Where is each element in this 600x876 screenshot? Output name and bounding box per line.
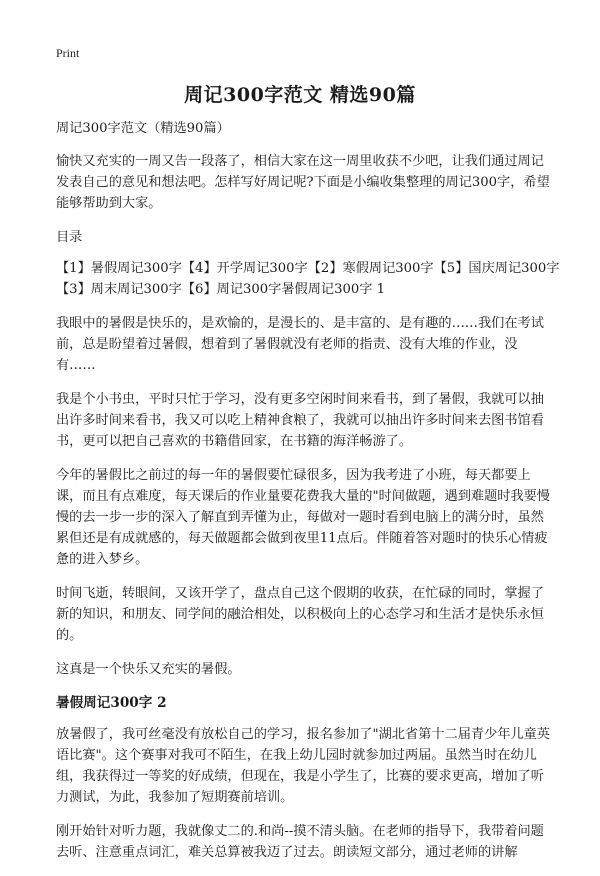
toc-line-1[interactable]: 【1】暑假周记300字【4】开学周记300字【2】寒假周记300字【5】国庆周记300字	[56, 261, 560, 276]
intro-paragraph: 愉快又充实的一周又告一段落了，相信大家在这一周里收获不少吧，让我们通过周记发表自己的意见和想法吧。怎样写好周记呢?下面是小编收集整理的周记300字，希望能够帮助到大家。	[56, 154, 550, 211]
section-2-heading: 暑假周记300字 2	[56, 695, 167, 711]
toc-line-2[interactable]: 【3】周末周记300字【6】周记300字暑假周记300字 1	[56, 282, 386, 297]
paragraph-3: 今年的暑假比之前过的每一年的暑假要忙碌很多，因为我考进了小班，每天都要上课，而且有点难度，每天课后的作业量要花费我大量的"时间做题，遇到难题时我要慢慢的去一步一步的深入了解直到弄懂为止，每做对一题时看到电脑上的满分时，虽然累但还是有成就感的，每天做题都会做到夜里11点后。伴随着答对题时的快乐心情疲惫的进入梦乡。	[56, 468, 550, 567]
paragraph-4: 时间飞逝，转眼间，又该开学了，盘点自己这个假期的收获，在忙碌的同时，掌握了新的知识，和朋友、同学间的融洽相处，以积极向上的心态学习和生活才是快乐永恒的。	[56, 586, 544, 643]
article-body	[56, 118, 560, 876]
print-label[interactable]: Print	[56, 46, 80, 60]
toc-heading: 目录	[56, 230, 83, 245]
paragraph-5: 这真是一个快乐又充实的暑假。	[56, 662, 241, 677]
paragraph-6: 放暑假了，我可丝毫没有放松自己的学习，报名参加了"湖北省第十二届青少年儿童英语比赛"。这个赛事对我可不陌生，在我上幼儿园时就参加过两届。虽然当时在幼儿组，我获得过一等奖的好成绩，但现在，我是小学生了，比赛的要求更高，增加了听力测试，为此，我参加了短期赛前培训。	[56, 727, 550, 805]
paragraph-1: 我眼中的暑假是快乐的，是欢愉的，是漫长的、是丰富的、是有趣的……我们在考试前，总是盼望着过暑假，想着到了暑假就没有老师的指责、没有大堆的作业，没有……	[56, 316, 544, 373]
paragraph-2: 我是个小书虫，平时只忙于学习，没有更多空闲时间来看书，到了暑假，我就可以抽出许多时间来看书，我又可以吃上精神食粮了，我就可以抽出许多时间来去图书馆看书，更可以把自己喜欢的书籍借回家，在书籍的海洋畅游了。	[56, 392, 544, 449]
article-subtitle: 周记300字范文（精选90篇）	[56, 121, 230, 136]
page-title: 周记300字范文 精选90篇	[184, 84, 416, 106]
table-of-contents	[56, 258, 560, 300]
paragraph-7: 刚开始针对听力题，我就像丈二的.和尚--摸不清头脑。在老师的指导下，我带着问题去听、注意重点词汇，难关总算被我迈了过去。朗读短文部分，通过老师的讲解	[56, 824, 544, 860]
